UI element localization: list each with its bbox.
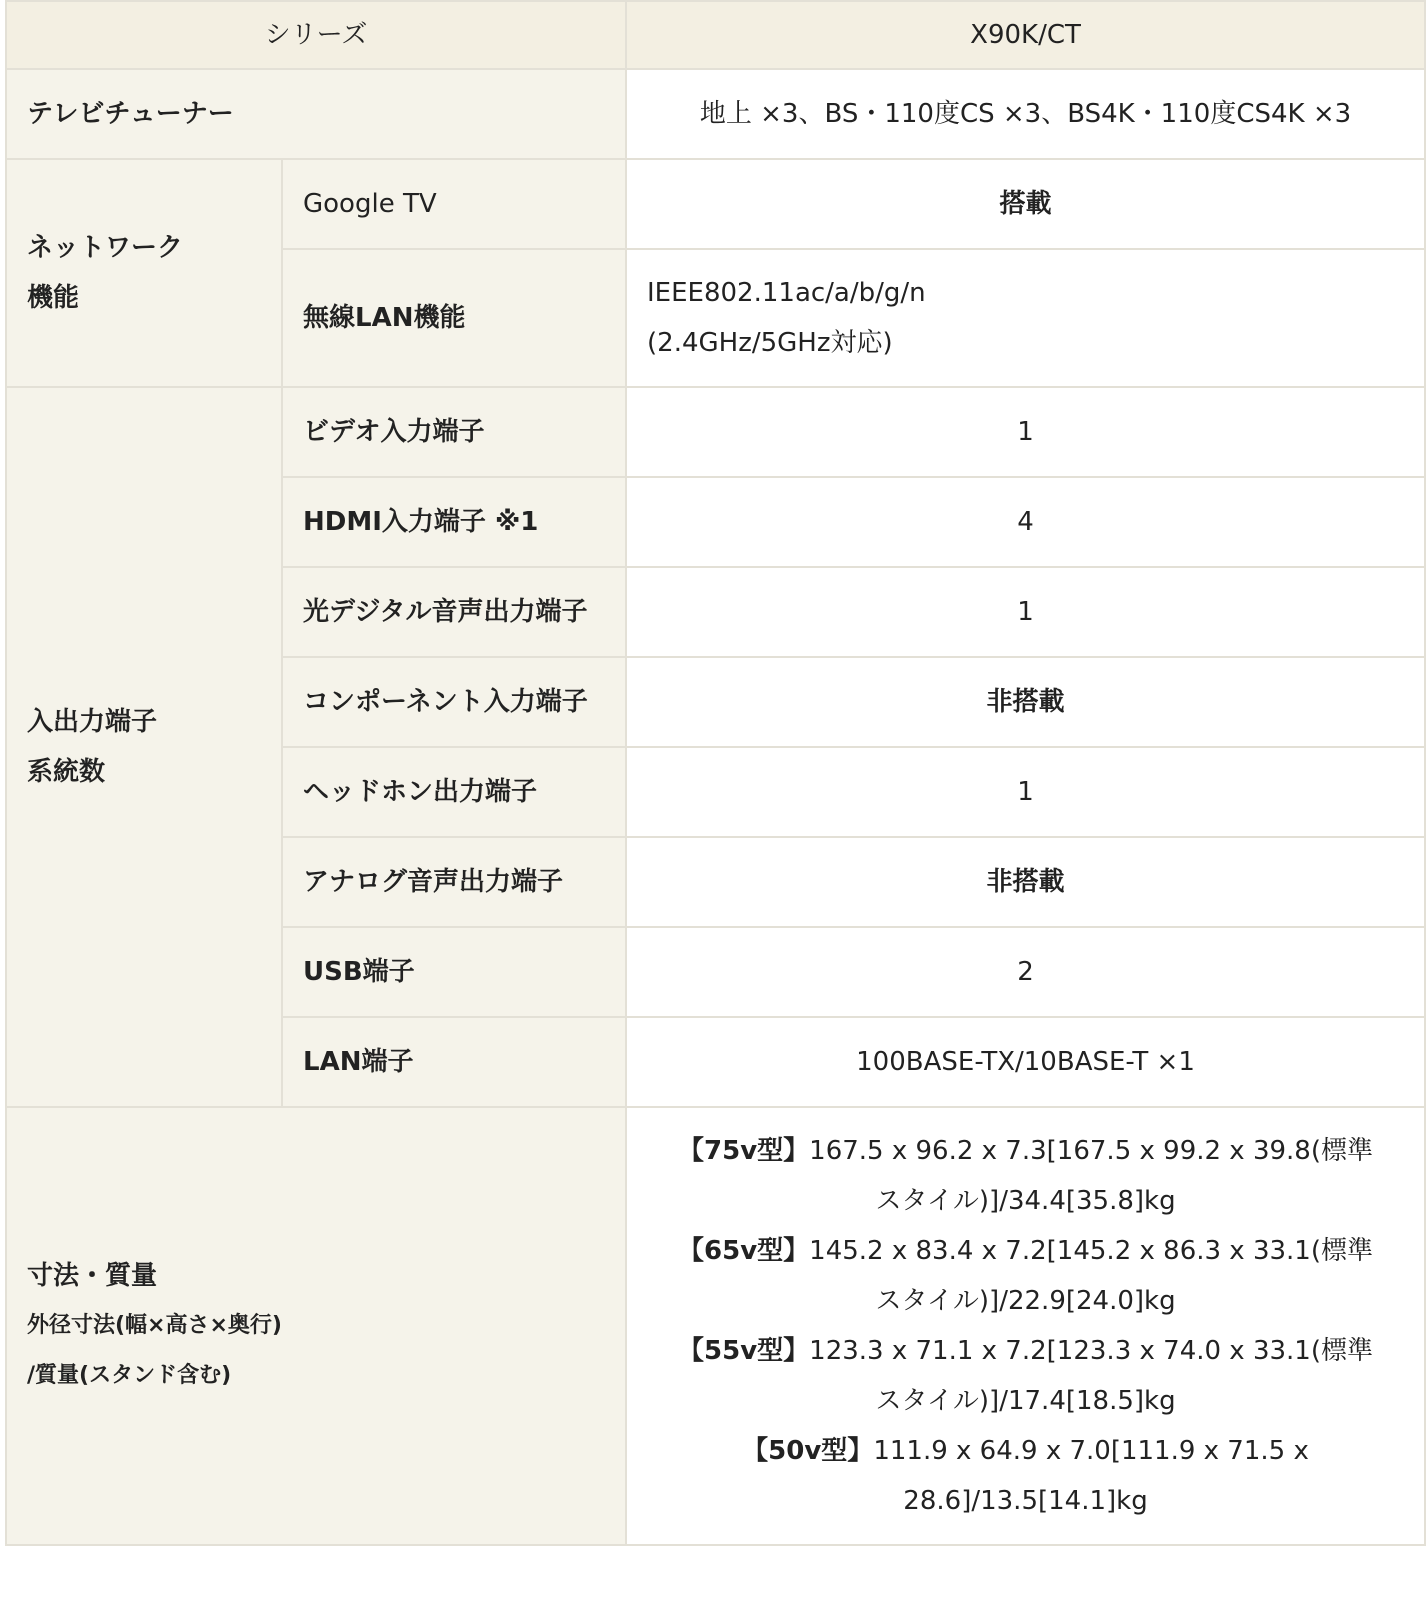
dimensions-size: 【55v型】: [678, 1336, 810, 1366]
io-row: [6, 387, 1425, 477]
google-tv-row: [6, 159, 1425, 249]
dimensions-line2: スタイル)]/34.4[35.8]kg: [875, 1186, 1176, 1216]
dimensions-entry: [647, 1226, 1404, 1326]
dimensions-line2: スタイル)]/22.9[24.0]kg: [875, 1286, 1176, 1316]
dimensions-line2: スタイル)]/17.4[18.5]kg: [875, 1386, 1176, 1416]
dimensions-value: [626, 1107, 1425, 1545]
io-label: [6, 387, 282, 1107]
dimensions-line2: 28.6]/13.5[14.1]kg: [903, 1486, 1148, 1516]
io-row-label: USB端子: [282, 927, 626, 1017]
io-row-value: 非搭載: [626, 837, 1425, 927]
wireless-lan-value: [626, 249, 1425, 387]
io-row-label: HDMI入力端子 ※1: [282, 477, 626, 567]
dimensions-size: 【75v型】: [678, 1136, 810, 1166]
tuner-row: [6, 69, 1425, 159]
dimensions-size: 【50v型】: [742, 1436, 874, 1466]
network-label-line2: 機能: [27, 283, 80, 313]
network-label-line1: ネットワーク: [27, 233, 184, 263]
spec-table: [5, 0, 1426, 1546]
series-label: シリーズ: [6, 1, 626, 69]
network-label: [6, 159, 282, 387]
dimensions-line1: 145.2 x 83.4 x 7.2[145.2 x 86.3 x 33.1(標準: [809, 1236, 1373, 1266]
io-row-value: 100BASE-TX/10BASE-T ×1: [626, 1017, 1425, 1107]
dimensions-entry: [647, 1426, 1404, 1526]
io-row-value: 1: [626, 567, 1425, 657]
dimensions-line1: 123.3 x 71.1 x 7.2[123.3 x 74.0 x 33.1(標準: [809, 1336, 1373, 1366]
io-row-label: 光デジタル音声出力端子: [282, 567, 626, 657]
tuner-label: テレビチューナー: [6, 69, 626, 159]
io-label-line2: 系統数: [27, 757, 106, 787]
dimensions-label-line2: 外径寸法(幅×高さ×奥行): [27, 1313, 282, 1338]
google-tv-label: Google TV: [282, 159, 626, 249]
io-row-label: コンポーネント入力端子: [282, 657, 626, 747]
dimensions-line1: 167.5 x 96.2 x 7.3[167.5 x 99.2 x 39.8(標準: [809, 1136, 1373, 1166]
dimensions-row: [6, 1107, 1425, 1545]
tuner-value: 地上 ×3、BS・110度CS ×3、BS4K・110度CS4K ×3: [626, 69, 1425, 159]
io-row-value: 4: [626, 477, 1425, 567]
wireless-lan-value-line2: (2.4GHz/5GHz対応): [647, 328, 893, 358]
io-row-label: ビデオ入力端子: [282, 387, 626, 477]
model-name: X90K/CT: [626, 1, 1425, 69]
dimensions-entry: [647, 1326, 1404, 1426]
io-row-value: 2: [626, 927, 1425, 1017]
wireless-lan-label: 無線LAN機能: [282, 249, 626, 387]
io-row-value: 非搭載: [626, 657, 1425, 747]
io-row-label: LAN端子: [282, 1017, 626, 1107]
header-row: [6, 1, 1425, 69]
google-tv-value: 搭載: [626, 159, 1425, 249]
dimensions-label: [6, 1107, 626, 1545]
wireless-lan-value-line1: IEEE802.11ac/a/b/g/n: [647, 278, 926, 308]
io-row-value: 1: [626, 387, 1425, 477]
io-row-label: ヘッドホン出力端子: [282, 747, 626, 837]
dimensions-line1: 111.9 x 64.9 x 7.0[111.9 x 71.5 x: [873, 1436, 1309, 1466]
io-label-line1: 入出力端子: [27, 707, 158, 737]
dimensions-label-line3: /質量(スタンド含む): [27, 1363, 232, 1388]
dimensions-entry: [647, 1126, 1404, 1226]
dimensions-size: 【65v型】: [678, 1236, 810, 1266]
io-row-value: 1: [626, 747, 1425, 837]
io-row-label: アナログ音声出力端子: [282, 837, 626, 927]
dimensions-label-line1: 寸法・質量: [27, 1261, 158, 1291]
